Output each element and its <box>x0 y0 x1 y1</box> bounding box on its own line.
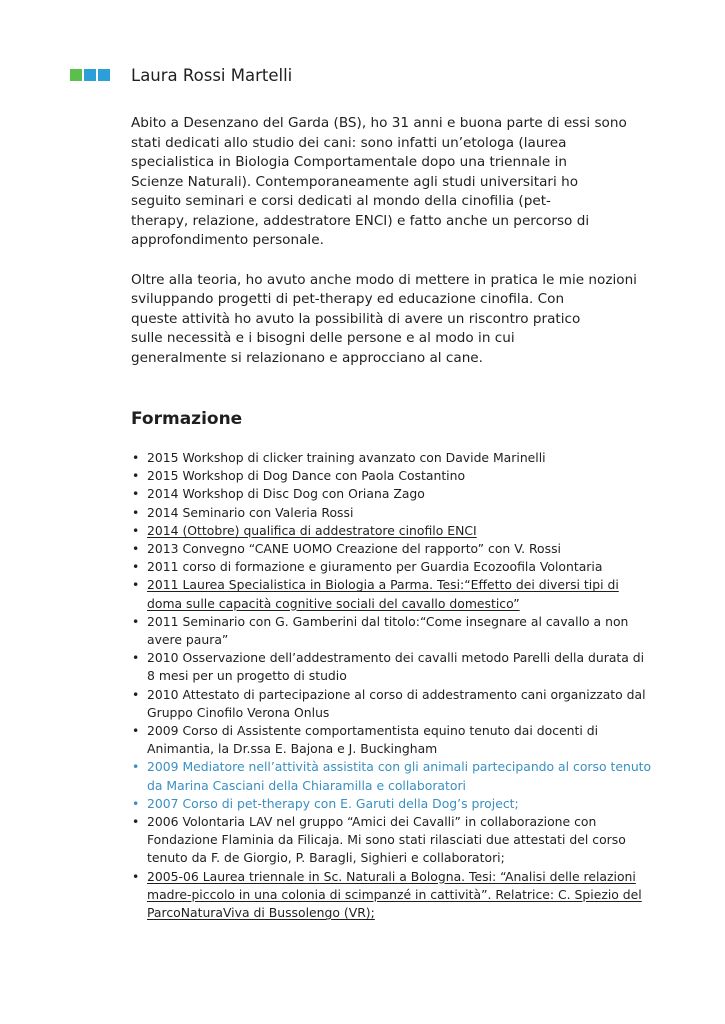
formazione-list <box>131 449 651 922</box>
list-item-text: avere paura” <box>147 632 229 648</box>
list-item <box>131 722 651 758</box>
list-item-line <box>147 740 651 758</box>
list-item <box>131 485 651 503</box>
list-item <box>131 504 651 522</box>
list-item-line[interactable] <box>147 758 651 776</box>
logo <box>70 69 110 81</box>
bullet-icon: • <box>132 468 140 484</box>
list-item-text[interactable]: 2009 Mediatore nell’attività assistita con gli animali partecipando al corso tenuto <box>147 759 652 775</box>
list-item-line <box>147 449 651 467</box>
bullet-icon: • <box>132 450 140 465</box>
bullet-icon: • <box>132 577 140 593</box>
list-item-text: 2015 Workshop di Dog Dance con Paola Costantino <box>147 468 466 484</box>
list-item-text[interactable]: madre-piccolo in una colonia di scimpanzé in cattività”. Relatrice: C. Spiezio del <box>147 886 642 902</box>
paragraph-line: generalmente si relazionano e approcciano al cane. <box>131 349 483 366</box>
list-item-line <box>147 631 651 649</box>
list-item <box>131 613 651 649</box>
list-item-line <box>147 831 651 849</box>
intro-paragraph <box>131 271 637 369</box>
paragraph-line: sulle necessità e i bisogni delle persone e al modo in cui <box>131 330 515 346</box>
list-item-line[interactable] <box>147 777 651 795</box>
logo-square-green <box>70 69 82 81</box>
list-item-line <box>147 467 651 485</box>
logo-square-blue <box>98 69 110 81</box>
list-item-line <box>147 504 651 522</box>
paragraph-line: queste attività ho avuto la possibilità di avere un riscontro pratico <box>131 310 581 327</box>
bullet-icon: • <box>132 795 140 811</box>
list-item <box>131 558 651 576</box>
bullet-icon: • <box>132 559 140 575</box>
list-item-text: 8 mesi per un progetto di studio <box>147 668 347 684</box>
bullet-icon: • <box>132 522 140 538</box>
list-item-text: 2014 Seminario con Valeria Rossi <box>147 504 354 520</box>
list-item-line <box>147 613 651 631</box>
logo-square-blue <box>84 69 96 81</box>
intro-section <box>131 114 637 388</box>
list-item <box>131 813 651 868</box>
list-item-line[interactable] <box>147 576 651 594</box>
bullet-icon: • <box>132 650 140 666</box>
list-item-line <box>147 849 651 867</box>
list-item-text: 2010 Osservazione dell’addestramento dei cavalli metodo Parelli della durata di <box>147 650 645 666</box>
bullet-icon: • <box>132 814 140 830</box>
list-item-text: Fondazione Flaminia da Filicaja. Mi sono stati rilasciati due attestati del corso <box>147 832 626 848</box>
intro-paragraph <box>131 114 631 251</box>
paragraph-line: seguito seminari e corsi dedicati al mondo della cinofilia (pet- <box>131 193 551 209</box>
bullet-icon: • <box>132 504 140 520</box>
paragraph-line: Abito a Desenzano del Garda (BS), ho 31 anni e buona parte di essi sono <box>131 115 627 131</box>
list-item <box>131 449 651 467</box>
list-item-text[interactable]: ParcoNaturaViva di Bussolengo (VR); <box>147 905 375 921</box>
list-item-text[interactable]: 2007 Corso di pet-therapy con E. Garuti della Dog’s project; <box>147 795 519 811</box>
bullet-icon: • <box>132 541 140 557</box>
list-item-line <box>147 667 651 685</box>
list-item-line <box>147 722 651 740</box>
list-item <box>131 649 651 685</box>
list-item-text: tenuto da F. de Giorgio, P. Baragli, Sighieri e collaboratori; <box>147 850 505 866</box>
list-item-line <box>147 558 651 576</box>
list-item-text: 2010 Attestato di partecipazione al corso di addestramento cani organizzato dal <box>147 686 646 702</box>
paragraph-line: Oltre alla teoria, ho avuto anche modo di mettere in pratica le mie nozioni <box>131 271 637 288</box>
section-heading-formazione: Formazione <box>131 409 243 429</box>
list-item[interactable] <box>131 758 651 794</box>
list-item-line[interactable] <box>147 522 651 540</box>
list-item-line <box>147 686 651 704</box>
bullet-icon: • <box>132 759 140 775</box>
paragraph-line: therapy, relazione, addestratore ENCI) e fatto anche un percorso di <box>131 212 590 229</box>
list-item-text[interactable]: 2011 Laurea Specialistica in Biologia a Parma. Tesi:“Effetto dei diversi tipi di <box>147 577 619 593</box>
bullet-icon: • <box>132 613 140 629</box>
bullet-icon: • <box>132 686 140 702</box>
list-item-text: 2014 Workshop di Disc Dog con Oriana Zago <box>147 486 425 502</box>
list-item <box>131 540 651 558</box>
list-item-line <box>147 813 651 831</box>
list-item-text[interactable]: 2014 (Ottobre) qualifica di addestratore cinofilo ENCI <box>147 522 477 538</box>
bullet-icon: • <box>132 486 140 502</box>
list-item <box>131 467 651 485</box>
list-item-line <box>147 649 651 667</box>
list-item-line[interactable] <box>147 595 651 613</box>
list-item-text: 2009 Corso di Assistente comportamentista equino tenuto dai docenti di <box>147 723 599 739</box>
list-item-text: 2011 corso di formazione e giuramento per Guardia Ecozoofila Volontaria <box>147 559 603 575</box>
list-item-line[interactable] <box>147 886 651 904</box>
list-item-line[interactable] <box>147 868 651 886</box>
list-item-line <box>147 540 651 558</box>
list-item[interactable] <box>131 576 651 612</box>
list-item-line <box>147 704 651 722</box>
paragraph-line: stati dedicati allo studio dei cani: sono infatti un’etologa (laurea <box>131 134 567 151</box>
list-item[interactable] <box>131 522 651 540</box>
list-item-text[interactable]: doma sulle capacità cognitive sociali del cavallo domestico” <box>147 595 520 611</box>
list-item-text: Animantia, la Dr.ssa E. Bajona e J. Buckingham <box>147 741 438 757</box>
list-item-text[interactable]: da Marina Casciani della Chiaramilla e collaboratori <box>147 777 466 793</box>
paragraph-line: Scienze Naturali). Contemporaneamente agli studi universitari ho <box>131 173 579 190</box>
list-item-text: 2013 Convegno “CANE UOMO Creazione del rapporto” con V. Rossi <box>147 541 561 557</box>
paragraph-line: approfondimento personale. <box>131 232 324 248</box>
list-item-line[interactable] <box>147 795 651 813</box>
list-item-text: 2011 Seminario con G. Gamberini dal titolo:“Come insegnare al cavallo a non <box>147 613 629 629</box>
list-item <box>131 686 651 722</box>
list-item-line <box>147 485 651 503</box>
list-item-text[interactable]: 2005-06 Laurea triennale in Sc. Naturali a Bologna. Tesi: “Analisi delle relazioni <box>147 868 636 884</box>
list-item[interactable] <box>131 795 651 813</box>
bullet-icon: • <box>132 723 140 739</box>
list-item-text: Gruppo Cinofilo Verona Onlus <box>147 704 330 720</box>
person-name: Laura Rossi Martelli <box>131 66 293 85</box>
list-item-text: 2006 Volontaria LAV nel gruppo “Amici dei Cavalli” in collaborazione con <box>147 814 597 830</box>
list-item-text: 2015 Workshop di clicker training avanzato con Davide Marinelli <box>147 450 546 465</box>
paragraph-line: sviluppando progetti di pet-therapy ed educazione cinofila. Con <box>131 291 565 307</box>
bullet-icon: • <box>132 868 140 884</box>
paragraph-line: specialistica in Biologia Comportamentale dopo una triennale in <box>131 154 567 170</box>
list-item-line[interactable] <box>147 904 651 922</box>
list-item[interactable] <box>131 868 651 923</box>
